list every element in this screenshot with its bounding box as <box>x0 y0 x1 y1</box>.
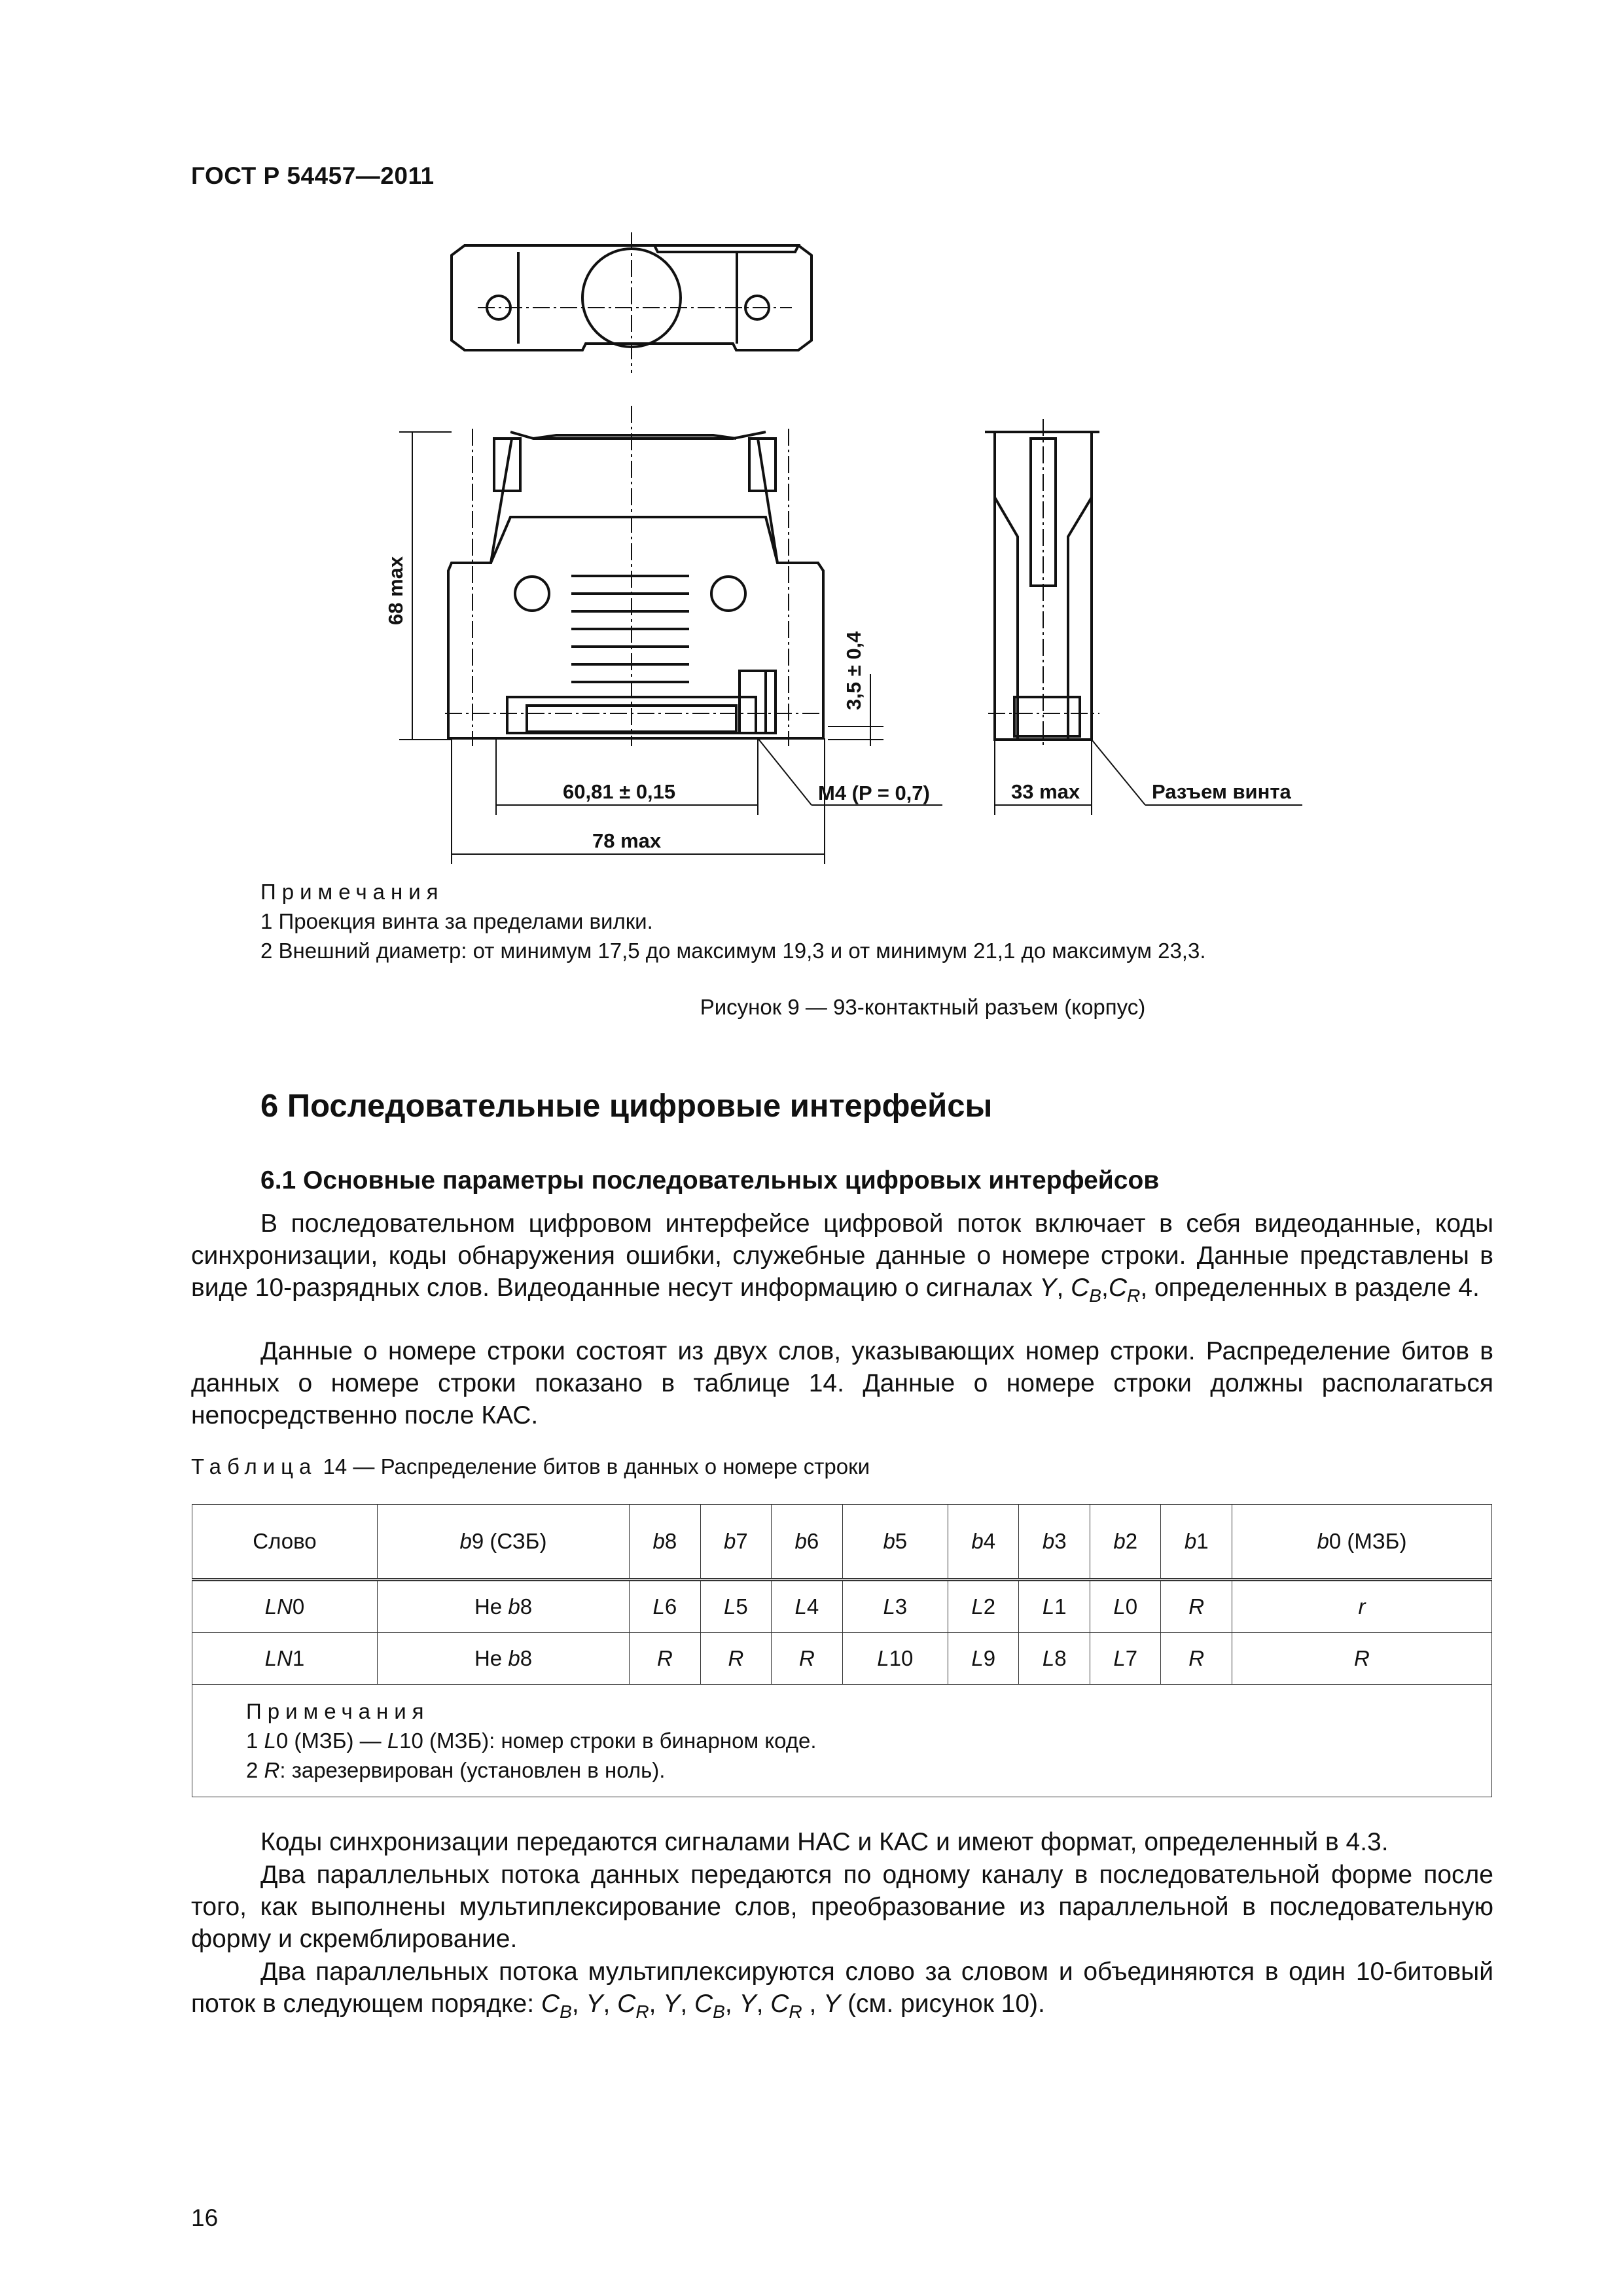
dim-thread-label: M4 (P = 0,7) <box>818 781 930 804</box>
dim-width-label: 78 max <box>592 829 662 852</box>
header-cell: b8 <box>630 1505 701 1580</box>
table-notes <box>192 1685 1492 1797</box>
table-cell: L8 <box>1019 1633 1090 1685</box>
table-cell: R <box>1161 1633 1232 1685</box>
table-cell: r <box>1232 1580 1491 1633</box>
table-cell: L9 <box>948 1633 1019 1685</box>
table-cell: R <box>1161 1580 1232 1633</box>
header-cell: b2 <box>1090 1505 1161 1580</box>
figure-caption: Рисунок 9 — 93-контактный разъем (корпус) <box>700 995 1146 1019</box>
table-cell: L5 <box>700 1580 772 1633</box>
figure-notes-heading: Примечания <box>260 880 444 904</box>
table-cell: L2 <box>948 1580 1019 1633</box>
paragraph-4: Два параллельных потока данных передаются по одному каналу в последовательной форме после того, как выполнены мультиплексирование слов, преобразование из параллельной в последовательную форму и скремблирование. <box>191 1861 1493 1953</box>
table-notes-heading: Примечания <box>246 1699 430 1723</box>
table-cell: R <box>700 1633 772 1685</box>
table-cell: L1 <box>1019 1580 1090 1633</box>
table-cell: L0 <box>1090 1580 1161 1633</box>
screw-label: Разъем винта <box>1152 780 1291 803</box>
dim-offset-label: 3,5 ± 0,4 <box>842 631 865 710</box>
table-cell: L6 <box>630 1580 701 1633</box>
header-cell: b6 <box>772 1505 843 1580</box>
header-cell: b3 <box>1019 1505 1090 1580</box>
table-notes-row <box>192 1685 1492 1797</box>
table-row <box>192 1633 1492 1685</box>
header-cell: b5 <box>842 1505 948 1580</box>
paragraph-1: В последовательном цифровом интерфейсе цифровой поток включает в себя видеоданные, коды синхронизации, коды обнаружения ошибки, служебные данные о номере строки. Данные представлены в виде 10-разрядных слов. Видеоданные несут информацию о сигналах Y, $C_B,C_R$, определенных в разделе 4. <box>191 1210 1493 1306</box>
header-cell: b0 (МЗБ) <box>1232 1505 1491 1580</box>
header-cell: b1 <box>1161 1505 1232 1580</box>
dim-pitch-label: 60,81 ± 0,15 <box>563 780 676 803</box>
table-cell: R <box>630 1633 701 1685</box>
figure-note-2: 2 Внешний диаметр: от минимум 17,5 до максимум 19,3 и от минимум 21,1 до максимум 23,3. <box>260 939 1206 963</box>
table-cell: Не b8 <box>377 1633 629 1685</box>
table-note-2: 2 R: зарезервирован (установлен в ноль). <box>246 1758 666 1782</box>
header-cell: b9 (СЗБ) <box>377 1505 629 1580</box>
dim-depth-label: 33 max <box>1011 780 1080 803</box>
figure-note-1: 1 Проекция винта за пределами вилки. <box>260 909 653 933</box>
table-cell: R <box>772 1633 843 1685</box>
document-header: ГОСТ Р 54457—2011 <box>191 162 435 189</box>
paragraph-5: Два параллельных потока мультиплексируются слово за словом и объединяются в один 10-битовый поток в следующем порядке: $C_B$, Y, $C_R$, Y, $C_B$, Y, $C_R$ , Y (см. рисунок 10). <box>191 1958 1493 2022</box>
bits-table <box>192 1504 1492 1797</box>
table-cell: L4 <box>772 1580 843 1633</box>
table-row <box>192 1580 1492 1633</box>
table-cell: R <box>1232 1633 1491 1685</box>
table-cell: L7 <box>1090 1633 1161 1685</box>
subsection-title: 6.1 Основные параметры последовательных цифровых интерфейсов <box>260 1166 1160 1194</box>
section-title: 6 Последовательные цифровые интерфейсы <box>260 1088 993 1124</box>
header-cell: Слово <box>192 1505 378 1580</box>
table-caption: Таблица 14 — Распределение битов в данных о номере строки <box>191 1454 870 1479</box>
table-cell: LN1 <box>192 1633 378 1685</box>
header-cell: b4 <box>948 1505 1019 1580</box>
paragraph-2: Данные о номере строки состоят из двух слов, указывающих номер строки. Распределение битов в данных о номере строки показано в таблице 14. Данные о номере строки должны располагаться непосредственно после КАС. <box>191 1337 1493 1429</box>
connector-drawing <box>366 223 1348 877</box>
page-number: 16 <box>191 2204 219 2231</box>
front-view <box>448 432 823 738</box>
table-note-1: 1 L0 (МЗБ) — L10 (МЗБ): номер строки в бинарном коде. <box>246 1729 817 1753</box>
figure-notes <box>260 877 1206 965</box>
header-cell: b7 <box>700 1505 772 1580</box>
paragraph-3: Коды синхронизации передаются сигналами НАС и КАС и имеют формат, определенный в 4.3. <box>260 1828 1389 1856</box>
table-cell: LN0 <box>192 1580 378 1633</box>
table-header-row <box>192 1505 1492 1580</box>
table-cell: L10 <box>842 1633 948 1685</box>
table-cell: Не b8 <box>377 1580 629 1633</box>
table-cell: L3 <box>842 1580 948 1633</box>
dim-height-label: 68 max <box>384 556 407 625</box>
side-view <box>985 432 1099 740</box>
